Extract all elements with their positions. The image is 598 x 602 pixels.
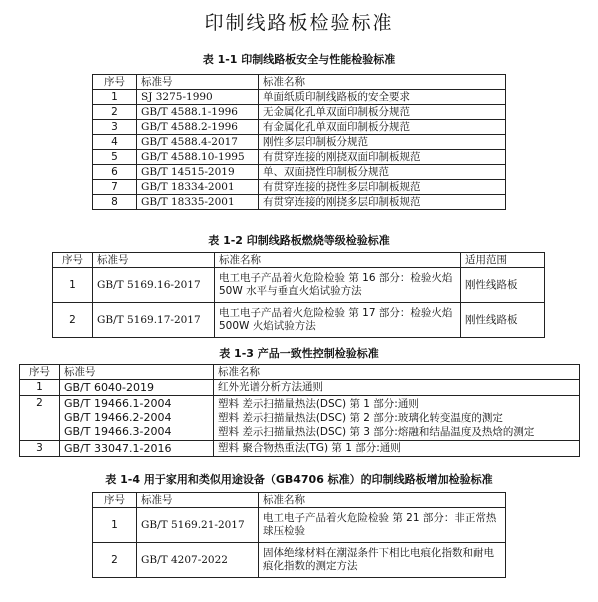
cell-code: GB/T 19466.1-2004 [64,397,172,410]
cell-code: GB/T 4588.1-1996 [137,105,259,120]
header-cell: 序号 [53,253,93,268]
cell-code: GB/T 4588.10-1995 [137,150,259,165]
cell-code: GB/T 6040-2019 [60,380,214,396]
cell-code: GB/T 19466.3-2004 [64,425,172,438]
cell-no: 8 [93,195,137,210]
header-cell: 标准号 [93,253,215,268]
table-row [93,195,506,210]
table-3-caption: 表 1-3 产品一致性控制检验标准 [219,347,379,360]
cell-no: 1 [20,380,60,396]
cell-code: GB/T 4588.4-2017 [137,135,259,150]
cell-code: GB/T 5169.16-2017 [93,268,215,303]
cell-name: 塑料 差示扫描量热法(DSC) 第 1 部分:通则 [218,398,419,410]
table-2 [52,252,545,338]
cell-name: 塑料 差示扫描量热法(DSC) 第 3 部分:熔融和结晶温度及热焓的测定 [218,426,535,438]
table-row [93,135,506,150]
table-4-caption: 表 1-4 用于家用和类似用途设备（GB4706 标准）的印制线路板增加检验标准 [105,473,493,486]
cell-name: 刚性多层印制板分规范 [259,135,506,150]
cell-code: SJ 3275-1990 [137,90,259,105]
header-cell: 标准名称 [259,493,506,508]
cell-scope: 刚性线路板 [461,268,545,303]
cell-code: GB/T 5169.21-2017 [137,508,259,543]
cell-name: 单面纸质印制线路板的安全要求 [259,90,506,105]
cell-code-group [60,396,214,441]
header-cell: 序号 [20,365,60,380]
table-3 [19,364,580,457]
cell-name: 无金属化孔单双面印制板分规范 [259,105,506,120]
cell-code: GB/T 4588.2-1996 [137,120,259,135]
table-header-row [20,365,580,380]
table-row [93,90,506,105]
header-cell: 标准名称 [214,365,580,380]
cell-code: GB/T 14515-2019 [137,165,259,180]
cell-name: 固体绝缘材料在潮湿条件下相比电痕化指数和耐电痕化指数的测定方法 [259,543,506,578]
cell-no: 6 [93,165,137,180]
cell-code: GB/T 18335-2001 [137,195,259,210]
table-row [93,150,506,165]
header-cell: 标准号 [137,75,259,90]
cell-name: 红外光谱分析方法通则 [214,380,580,396]
cell-name: 有贯穿连接的挠性多层印制板规范 [259,180,506,195]
cell-no: 1 [53,268,93,303]
cell-name: 有贯穿连接的刚挠多层印制板规范 [259,195,506,210]
table-row [93,165,506,180]
table-row [93,543,506,578]
table-row [93,120,506,135]
cell-name: 电工电子产品着火危险检验 第 17 部分：检验火焰 500W 火焰试验方法 [215,303,461,338]
table-row [93,180,506,195]
cell-name: 单、双面挠性印制板分规范 [259,165,506,180]
table-1-caption: 表 1-1 印制线路板安全与性能检验标准 [202,53,396,66]
cell-name: 电工电子产品着火危险检验 第 21 部分：非正常热 球压检验 [259,508,506,543]
cell-code: GB/T 5169.17-2017 [93,303,215,338]
cell-name: 有金属化孔单双面印制板分规范 [259,120,506,135]
cell-no: 7 [93,180,137,195]
cell-code: GB/T 4207-2022 [137,543,259,578]
cell-name: 塑料 差示扫描量热法(DSC) 第 2 部分:玻璃化转变温度的测定 [218,412,503,424]
cell-code: GB/T 18334-2001 [137,180,259,195]
header-cell: 标准名称 [215,253,461,268]
cell-name: 塑料 聚合物热重法(TG) 第 1 部分:通则 [214,441,580,457]
header-cell: 标准号 [60,365,214,380]
cell-name: 电工电子产品着火危险检验 第 16 部分：检验火焰 50W 水平与垂直火焰试验方法 [215,268,461,303]
table-row [20,396,580,441]
page-title: 印制线路板检验标准 [204,12,394,34]
table-header-row [93,493,506,508]
cell-no: 2 [93,543,137,578]
table-header-row [93,75,506,90]
header-cell: 序号 [93,493,137,508]
table-row [20,441,580,457]
table-1 [92,74,506,210]
cell-no: 2 [20,396,60,441]
table-row [93,508,506,543]
table-header-row [53,253,545,268]
table-row [93,105,506,120]
cell-no: 2 [93,105,137,120]
cell-no: 1 [93,508,137,543]
table-row [53,303,545,338]
cell-code: GB/T 19466.2-2004 [64,411,172,424]
cell-name-group [214,396,580,441]
table-row [20,380,580,396]
cell-no: 3 [93,120,137,135]
header-cell: 标准名称 [259,75,506,90]
header-cell: 适用范围 [461,253,545,268]
cell-name: 有贯穿连接的刚挠双面印制板规范 [259,150,506,165]
table-2-caption: 表 1-2 印制线路板燃烧等级检验标准 [208,234,390,247]
cell-code: GB/T 33047.1-2016 [60,441,214,457]
table-row [53,268,545,303]
cell-no: 3 [20,441,60,457]
header-cell: 序号 [93,75,137,90]
cell-no: 1 [93,90,137,105]
cell-no: 2 [53,303,93,338]
header-cell: 标准号 [137,493,259,508]
cell-scope: 刚性线路板 [461,303,545,338]
cell-no: 5 [93,150,137,165]
table-4 [92,492,506,578]
cell-no: 4 [93,135,137,150]
